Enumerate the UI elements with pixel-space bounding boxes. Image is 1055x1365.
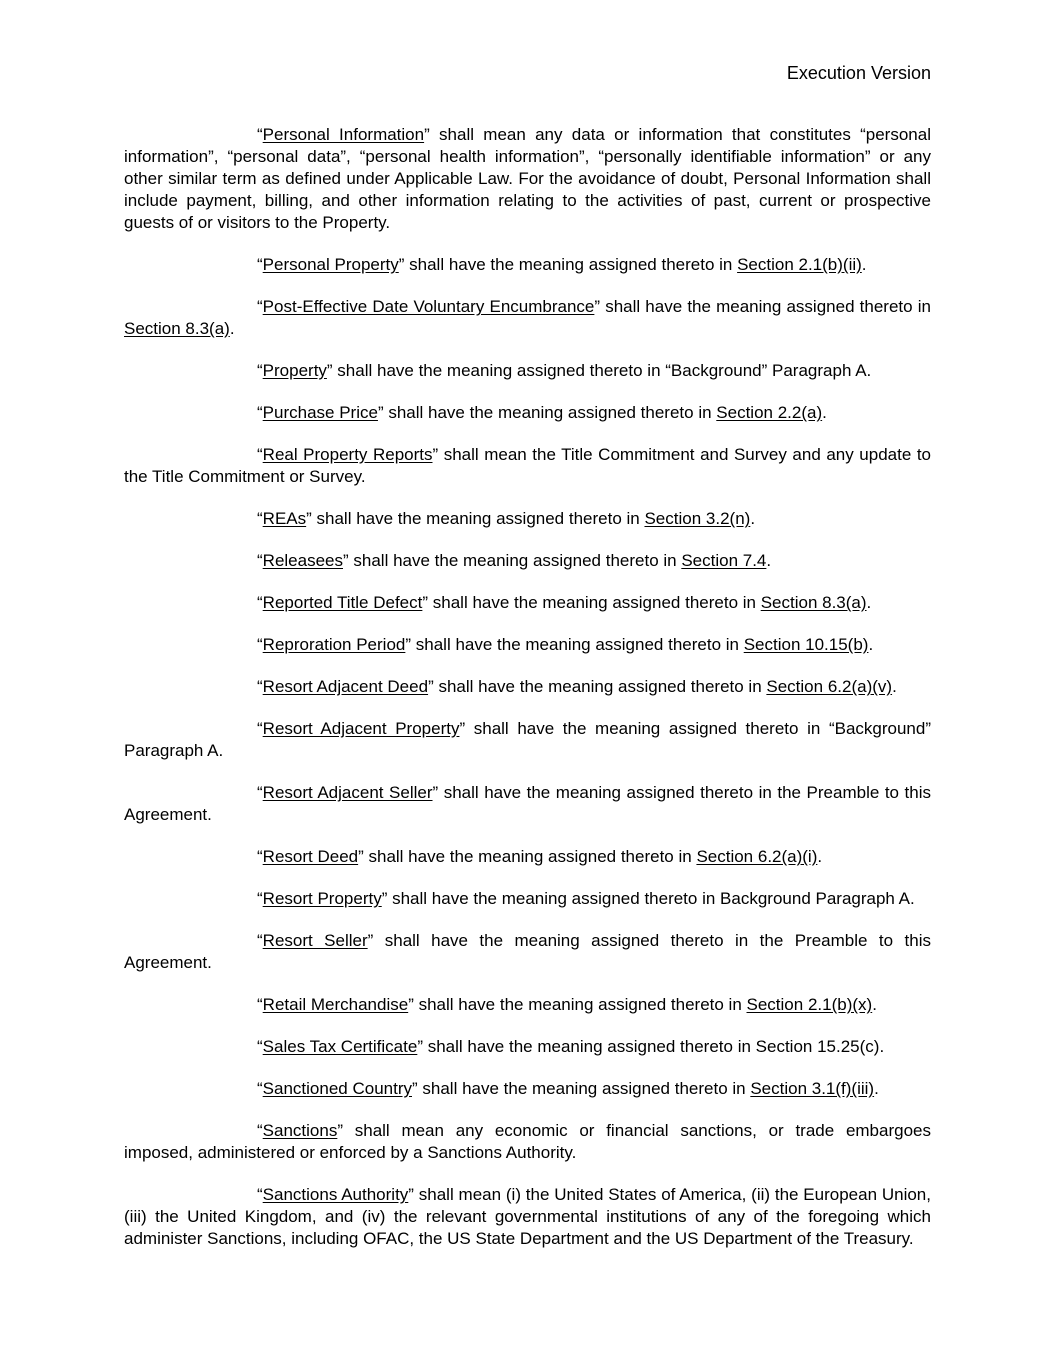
defined-term: Personal Information — [262, 125, 425, 144]
defined-term: Property — [262, 361, 327, 380]
section-reference: Section 10.15(b) — [743, 635, 869, 654]
definition-reported-title-defect: “Reported Title Defect” shall have the meaning assigned thereto in Section 8.3(a). — [257, 593, 872, 612]
defined-term: Purchase Price — [262, 403, 378, 422]
definition-real-property-reports: “Real Property Reports” shall mean the Title Commitment and Survey and any update to the Title Commitment or Survey. — [124, 445, 931, 486]
section-reference: Section 2.1(b)(ii) — [737, 255, 862, 274]
definition-resort-adjacent-property: “Resort Adjacent Property” shall have the meaning assigned thereto in “Background” Paragraph A. — [124, 719, 932, 760]
defined-term: Resort Seller — [262, 931, 368, 950]
defined-term: REAs — [262, 509, 307, 528]
definition-retail-merchandise: “Retail Merchandise” shall have the meaning assigned thereto in Section 2.1(b)(x). — [257, 995, 877, 1014]
definition-sanctioned-country: “Sanctioned Country” shall have the meaning assigned thereto in Section 3.1(f)(iii). — [257, 1079, 879, 1098]
defined-term: Resort Deed — [262, 847, 359, 866]
section-reference: Section 7.4 — [681, 551, 767, 570]
definition-reproration-period: “Reproration Period” shall have the meaning assigned thereto in Section 10.15(b). — [257, 635, 874, 654]
defined-term: Sales Tax Certificate — [262, 1037, 418, 1056]
definition-sanctions-authority: “Sanctions Authority” shall mean (i) the United States of America, (ii) the European Union, (iii) the United Kingdom, and (iv) the relevant governmental institutions of any of the foregoing which administer Sanctions, including OFAC, the US State Department and the US Department of the Treasury. — [124, 1185, 931, 1248]
defined-term: Resort Adjacent Seller — [262, 783, 433, 802]
defined-term: Post-Effective Date Voluntary Encumbrance — [262, 297, 595, 316]
section-reference: Section 6.2(a)(i) — [696, 847, 818, 866]
definition-releasees: “Releasees” shall have the meaning assigned thereto in Section 7.4. — [257, 551, 772, 570]
defined-term: Resort Adjacent Property — [262, 719, 460, 738]
section-reference: Section 2.2(a) — [716, 403, 823, 422]
section-reference: Section 8.3(a) — [124, 319, 230, 338]
definition-sanctions: “Sanctions” shall mean any economic or financial sanctions, or trade embargoes imposed, administered or enforced by a Sanctions Authority. — [124, 1121, 931, 1162]
defined-term: Resort Property — [262, 889, 382, 908]
section-reference: Section 3.1(f)(iii) — [750, 1079, 875, 1098]
defined-term: Personal Property — [262, 255, 399, 274]
defined-term: Releasees — [262, 551, 343, 570]
section-reference: Section 2.1(b)(x) — [746, 995, 873, 1014]
defined-term: Reported Title Defect — [262, 593, 423, 612]
defined-term: Reproration Period — [262, 635, 406, 654]
section-reference: Section 6.2(a)(v) — [766, 677, 893, 696]
definition-resort-seller: “Resort Seller” shall have the meaning assigned thereto in the Preamble to this Agreement. — [124, 931, 931, 972]
definition-purchase-price: “Purchase Price” shall have the meaning assigned thereto in Section 2.2(a). — [257, 403, 827, 422]
definition-reas: “REAs” shall have the meaning assigned thereto in Section 3.2(n). — [257, 509, 756, 528]
definition-personal-property: “Personal Property” shall have the meaning assigned thereto in Section 2.1(b)(ii). — [257, 255, 867, 274]
definition-personal-information: “Personal Information” shall mean any data or information that constitutes “personal information”, “personal data”, “personal health information”, “personally identifiable information” or any other similar term as defined under Applicable Law. For the avoidance of doubt, Personal Information shall include payment, billing, and other information relating to the activities of past, current or prospective guests of or visitors to the Property. — [124, 125, 931, 232]
definition-resort-adjacent-deed: “Resort Adjacent Deed” shall have the meaning assigned thereto in Section 6.2(a)(v). — [257, 677, 897, 696]
defined-term: Sanctioned Country — [262, 1079, 412, 1098]
definition-resort-adjacent-seller: “Resort Adjacent Seller” shall have the meaning assigned thereto in the Preamble to this Agreement. — [124, 783, 932, 824]
defined-term: Sanctions Authority — [262, 1185, 409, 1204]
definition-sales-tax-certificate: “Sales Tax Certificate” shall have the meaning assigned thereto in Section 15.25(c). — [257, 1037, 885, 1056]
section-reference: Section 8.3(a) — [760, 593, 867, 612]
definitions-list — [124, 124, 931, 1270]
document-header: Execution Version — [786, 63, 931, 83]
definition-resort-deed: “Resort Deed” shall have the meaning assigned thereto in Section 6.2(a)(i). — [257, 847, 823, 866]
defined-term: Sanctions — [262, 1121, 338, 1140]
definition-property: “Property” shall have the meaning assigned thereto in “Background” Paragraph A. — [257, 361, 872, 380]
section-reference: Section 3.2(n) — [644, 509, 751, 528]
defined-term: Real Property Reports — [262, 445, 433, 464]
defined-term: Retail Merchandise — [262, 995, 409, 1014]
defined-term: Resort Adjacent Deed — [262, 677, 429, 696]
definition-post-effective-date-voluntary-encumbrance: “Post-Effective Date Voluntary Encumbrance” shall have the meaning assigned thereto in Section 8.3(a). — [124, 297, 931, 338]
definition-resort-property: “Resort Property” shall have the meaning assigned thereto in Background Paragraph A. — [257, 889, 915, 908]
